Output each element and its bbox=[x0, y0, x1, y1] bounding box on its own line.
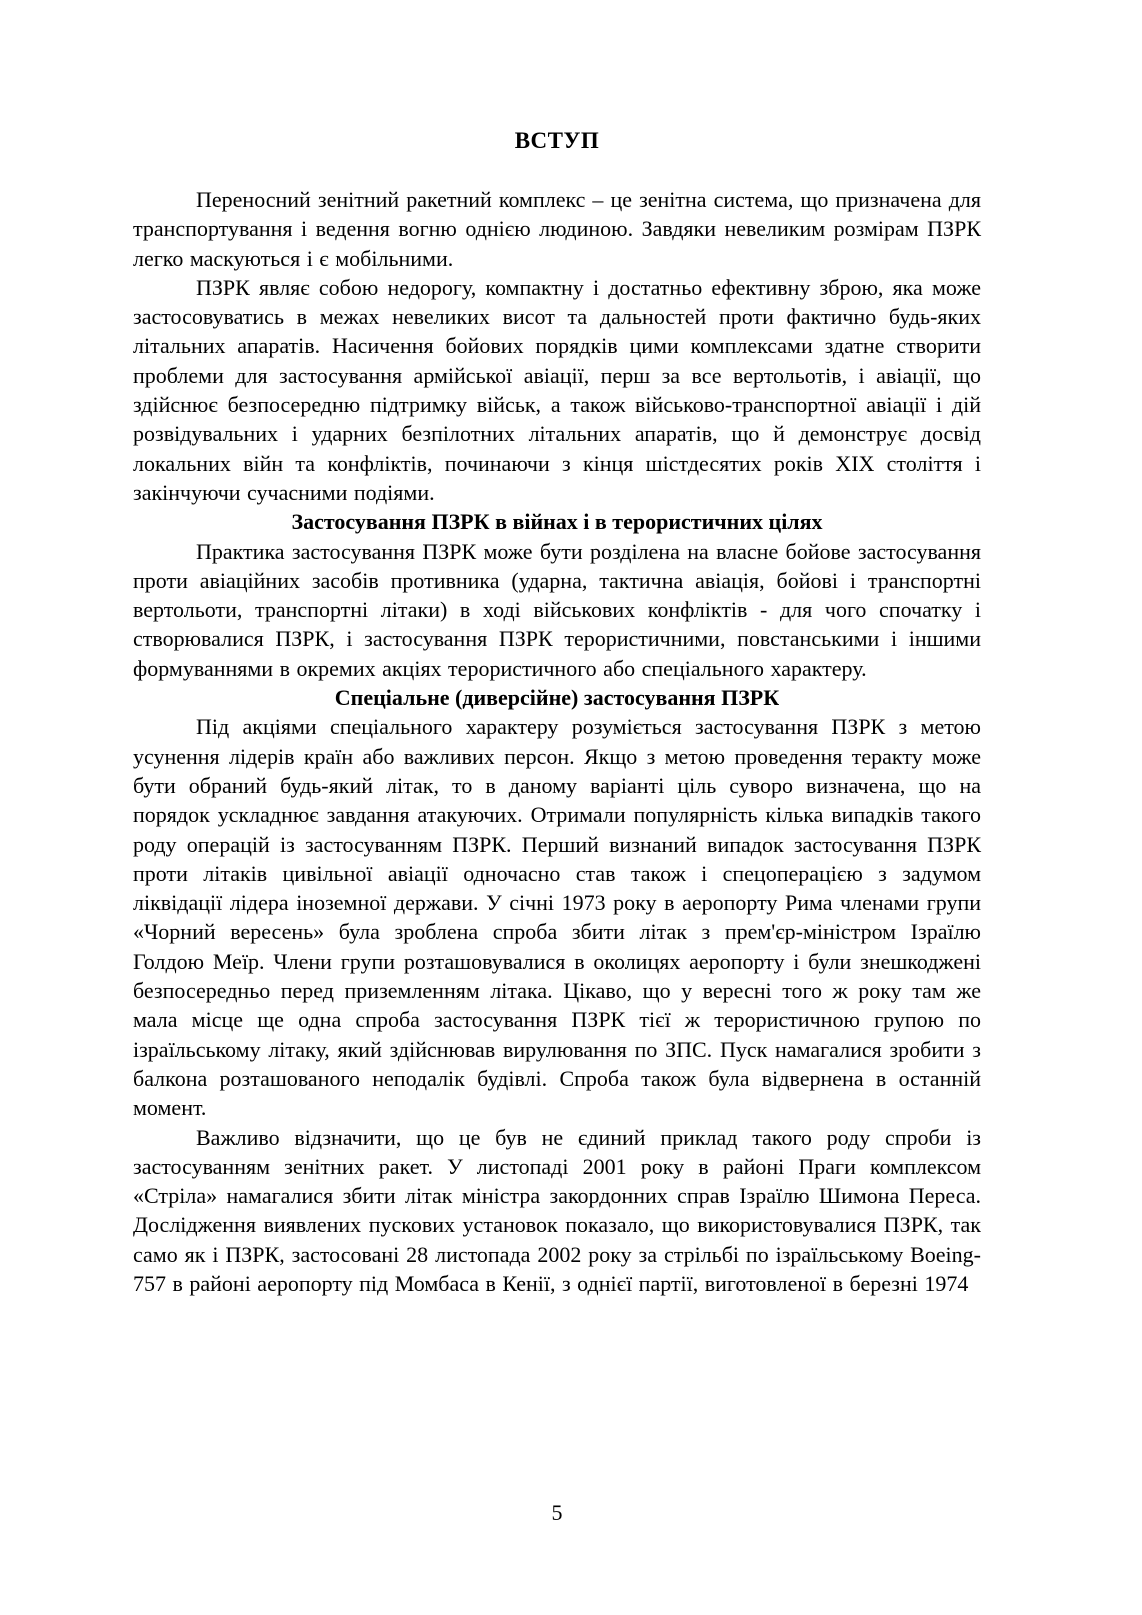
document-body bbox=[133, 185, 981, 1298]
page-number: 5 bbox=[551, 1500, 563, 1525]
section-heading: Застосування ПЗРК в війнах і в терористичних цілях bbox=[291, 509, 823, 535]
section-heading: Спеціальне (диверсійне) застосування ПЗРК bbox=[334, 685, 780, 711]
body-paragraph: Важливо відзначити, що це був не єдиний приклад такого роду спроби із застосуванням зенітних ракет. У листопаді 2001 року в районі Праги комплексом «Стріла» намагалися збити літак міністра закордонних справ Ізраїлю Шимона Переса. Дослідження виявлених пускових установок показало, що використовувалися ПЗРК, так само як і ПЗРК, застосовані 28 листопада 2002 року за стрільбі по ізраїльському Boeing-757 в районі аеропорту під Момбаса в Кенії, з однієї партії, виготовленої в березні 1974 bbox=[133, 1124, 981, 1296]
body-paragraph: Під акціями спеціального характеру розуміється застосування ПЗРК з метою усунення лідерів країн або важливих персон. Якщо з метою проведення теракту може бути обраний будь-який літак, то в даному варіанті ціль суворо визначена, що на порядок ускладнює завдання атакуючих. Отримали популярність кілька випадків такого роду операцій із застосуванням ПЗРК. Перший визнаний випадок застосування ПЗРК проти літаків цивільної авіації одночасно став також і спецоперацією з задумом ліквідації лідера іноземної держави. У січні 1973 року в аеропорту Рима членами групи «Чорний вересень» була зроблена спроба збити літак з прем'єр-міністром Ізраїлю Голдою Меїр. Члени групи розташовувалися в околицях аеропорту і були знешкоджені безпосередньо перед приземленням літака. Цікаво, що у вересні того ж року там же мала місце ще одна спроба застосування ПЗРК тієї ж терористичною групою по ізраїльському літаку, який здійснював вирулювання по ЗПС. Пуск намагалися зробити з балкона розташованого неподалік будівлі. Спроба також була відвернена в останній момент. bbox=[133, 714, 981, 1121]
page-title: ВСТУП bbox=[514, 128, 600, 153]
body-paragraph: Практика застосування ПЗРК може бути розділена на власне бойове застосування проти авіаційних засобів противника (ударна, тактична авіація, бойові і транспортні вертольоти, транспортні літаки) в ході військових конфліктів - для чого спочатку і створювалися ПЗРК, і застосування ПЗРК терористичними, повстанськими і іншими формуваннями в окремих акціях терористичного або спеціального характеру. bbox=[133, 538, 981, 681]
body-paragraph: Переносний зенітний ракетний комплекс – це зенітна система, що призначена для транспортування і ведення вогню однією людиною. Завдяки невеликим розмірам ПЗРК легко маскуються і є мобільними. bbox=[133, 187, 981, 271]
body-paragraph: ПЗРК являє собою недорогу, компактну і достатньо ефективну зброю, яка може застосовуватись в межах невеликих висот та дальностей проти фактично будь-яких літальних апаратів. Насичення бойових порядків цими комплексами здатне створити проблеми для застосування армійської авіації, перш за все вертольотів, і авіації, що здійснює безпосередню підтримку військ, а також військово-транспортної авіації і дій розвідувальних і ударних безпілотних літальних апаратів, що й демонструє досвід локальних війн та конфліктів, починаючи з кінця шістдесятих років XIX століття і закінчуючи сучасними подіями. bbox=[133, 274, 981, 505]
